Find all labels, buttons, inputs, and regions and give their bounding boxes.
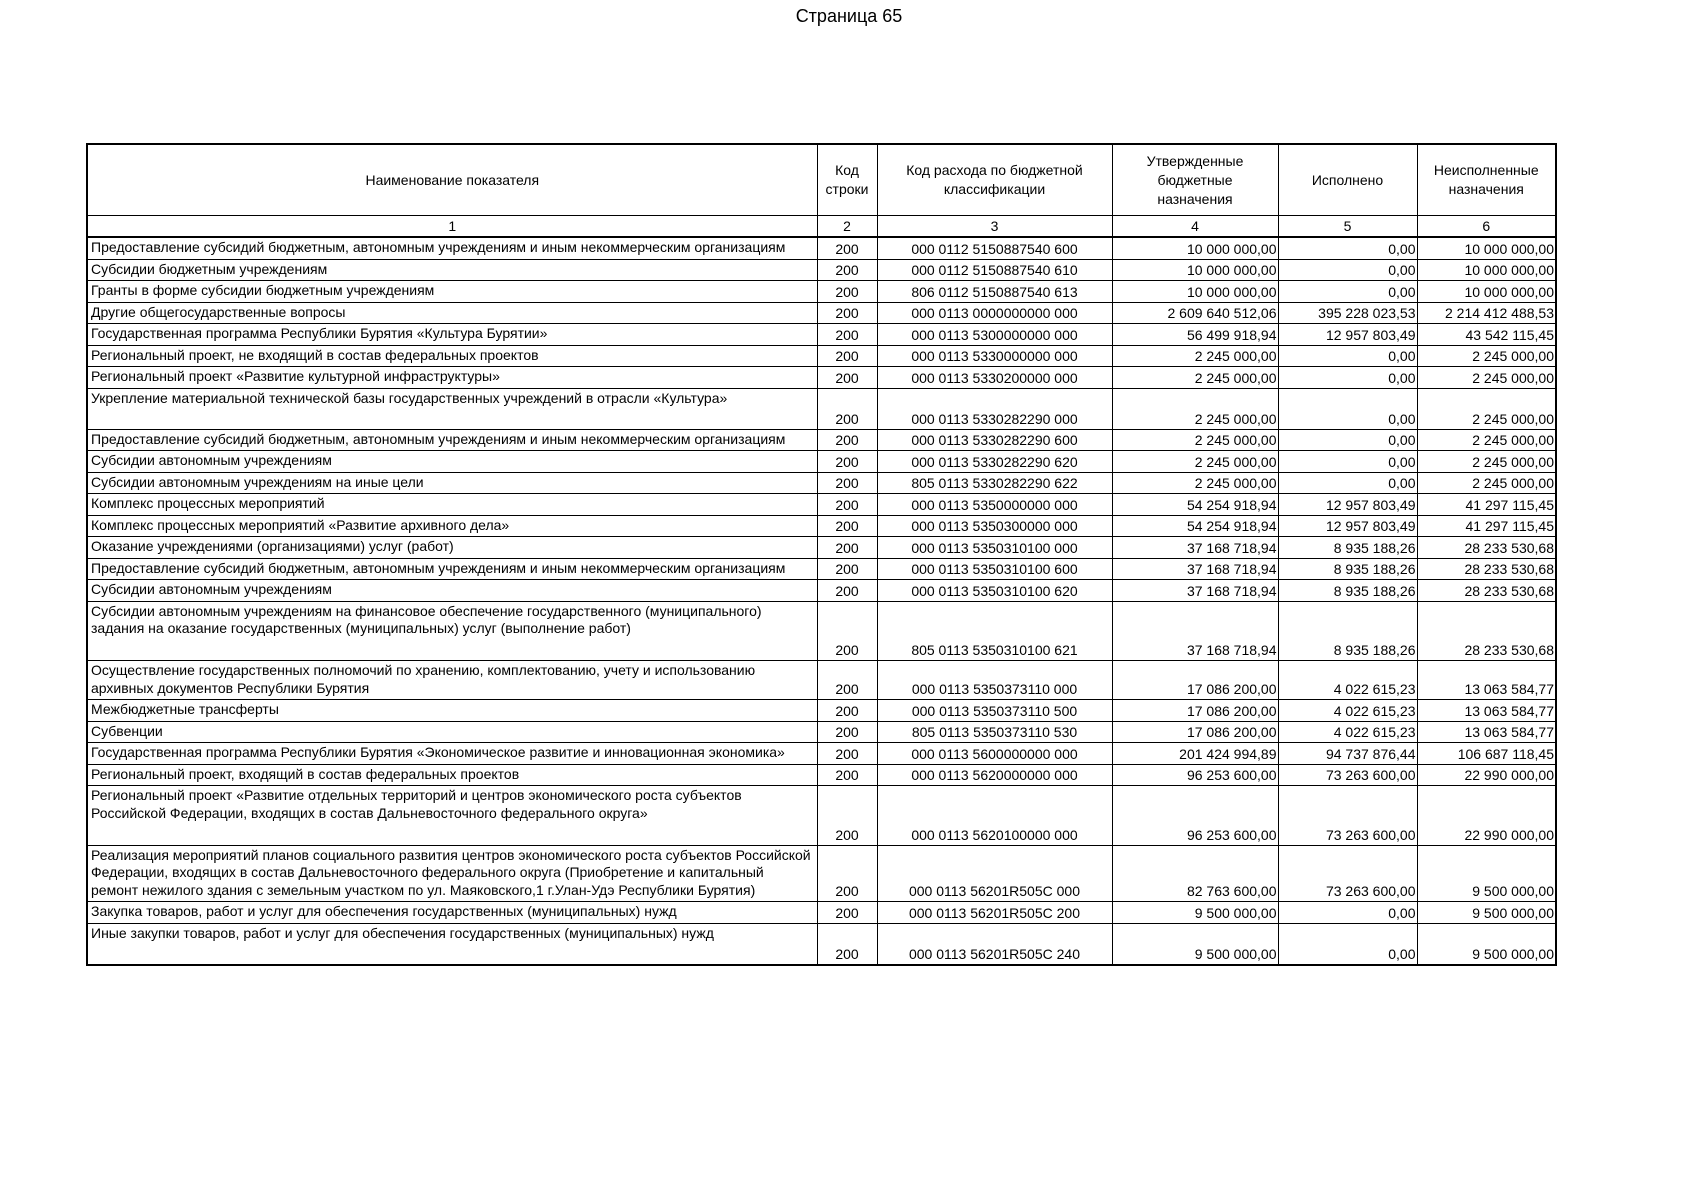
classification-code-cell: 000 0113 0000000000 000 bbox=[877, 302, 1112, 324]
table-row bbox=[87, 764, 1556, 786]
approved-amount-cell: 17 086 200,00 bbox=[1112, 721, 1278, 743]
line-code-cell: 200 bbox=[817, 259, 877, 281]
table-row bbox=[87, 302, 1556, 324]
line-code-cell: 200 bbox=[817, 700, 877, 722]
table-row bbox=[87, 558, 1556, 580]
table-row bbox=[87, 451, 1556, 473]
unexecuted-amount-cell: 9 500 000,00 bbox=[1417, 845, 1556, 902]
approved-amount-cell: 9 500 000,00 bbox=[1112, 902, 1278, 924]
unexecuted-amount-cell: 10 000 000,00 bbox=[1417, 259, 1556, 281]
line-code-cell: 200 bbox=[817, 661, 877, 700]
executed-amount-cell: 73 263 600,00 bbox=[1278, 786, 1417, 846]
indicator-name-cell: Гранты в форме субсидии бюджетным учреждениям bbox=[87, 281, 817, 303]
column-number: 4 bbox=[1112, 216, 1278, 238]
classification-code-cell: 000 0113 5330200000 000 bbox=[877, 367, 1112, 389]
indicator-name-cell: Иные закупки товаров, работ и услуг для обеспечения государственных (муниципальных) нужд bbox=[87, 923, 817, 965]
classification-code-cell: 000 0113 5330282290 000 bbox=[877, 388, 1112, 429]
approved-amount-cell: 2 245 000,00 bbox=[1112, 472, 1278, 494]
indicator-name-cell: Комплекс процессных мероприятий bbox=[87, 494, 817, 516]
unexecuted-amount-cell: 28 233 530,68 bbox=[1417, 558, 1556, 580]
table-row bbox=[87, 923, 1556, 965]
unexecuted-amount-cell: 106 687 118,45 bbox=[1417, 743, 1556, 765]
unexecuted-amount-cell: 28 233 530,68 bbox=[1417, 601, 1556, 661]
indicator-name-cell: Государственная программа Республики Бурятия «Экономическое развитие и инновационная экономика» bbox=[87, 743, 817, 765]
unexecuted-amount-cell: 2 245 000,00 bbox=[1417, 451, 1556, 473]
indicator-name-cell: Комплекс процессных мероприятий «Развитие архивного дела» bbox=[87, 515, 817, 537]
executed-amount-cell: 0,00 bbox=[1278, 429, 1417, 451]
classification-code-cell: 806 0112 5150887540 613 bbox=[877, 281, 1112, 303]
table-row bbox=[87, 580, 1556, 602]
table-row bbox=[87, 429, 1556, 451]
unexecuted-amount-cell: 10 000 000,00 bbox=[1417, 237, 1556, 259]
unexecuted-amount-cell: 2 245 000,00 bbox=[1417, 345, 1556, 367]
header-unexecuted: Неисполненные назначения bbox=[1417, 144, 1556, 216]
table-row bbox=[87, 324, 1556, 346]
indicator-name-cell: Осуществление государственных полномочий по хранению, комплектованию, учету и использованию архивных документов Республики Бурятия bbox=[87, 661, 817, 700]
unexecuted-amount-cell: 22 990 000,00 bbox=[1417, 764, 1556, 786]
indicator-name-cell: Реализация мероприятий планов социального развития центров экономического роста субъектов Российской Федерации, входящих в состав Дальневосточного федерального округа (Приобретение и капитальный ремонт нежилого здания с земельным участком по ул. Маяковского,1 г.Улан-Удэ Республики Бурятия) bbox=[87, 845, 817, 902]
indicator-name-cell: Государственная программа Республики Бурятия «Культура Бурятии» bbox=[87, 324, 817, 346]
line-code-cell: 200 bbox=[817, 601, 877, 661]
table-row bbox=[87, 281, 1556, 303]
indicator-name-cell: Оказание учреждениями (организациями) услуг (работ) bbox=[87, 537, 817, 559]
line-code-cell: 200 bbox=[817, 494, 877, 516]
executed-amount-cell: 12 957 803,49 bbox=[1278, 494, 1417, 516]
approved-amount-cell: 54 254 918,94 bbox=[1112, 494, 1278, 516]
executed-amount-cell: 0,00 bbox=[1278, 472, 1417, 494]
approved-amount-cell: 2 245 000,00 bbox=[1112, 451, 1278, 473]
table-row bbox=[87, 786, 1556, 846]
line-code-cell: 200 bbox=[817, 558, 877, 580]
line-code-cell: 200 bbox=[817, 786, 877, 846]
table-row bbox=[87, 845, 1556, 902]
unexecuted-amount-cell: 10 000 000,00 bbox=[1417, 281, 1556, 303]
classification-code-cell: 000 0113 56201R505C 240 bbox=[877, 923, 1112, 965]
indicator-name-cell: Региональный проект «Развитие культурной инфраструктуры» bbox=[87, 367, 817, 389]
classification-code-cell: 000 0113 56201R505C 000 bbox=[877, 845, 1112, 902]
classification-code-cell: 000 0113 56201R505C 200 bbox=[877, 902, 1112, 924]
approved-amount-cell: 96 253 600,00 bbox=[1112, 764, 1278, 786]
approved-amount-cell: 10 000 000,00 bbox=[1112, 281, 1278, 303]
header-executed: Исполнено bbox=[1278, 144, 1417, 216]
unexecuted-amount-cell: 2 214 412 488,53 bbox=[1417, 302, 1556, 324]
indicator-name-cell: Субсидии автономным учреждениям bbox=[87, 451, 817, 473]
line-code-cell: 200 bbox=[817, 537, 877, 559]
line-code-cell: 200 bbox=[817, 237, 877, 259]
unexecuted-amount-cell: 28 233 530,68 bbox=[1417, 580, 1556, 602]
approved-amount-cell: 2 245 000,00 bbox=[1112, 345, 1278, 367]
executed-amount-cell: 0,00 bbox=[1278, 237, 1417, 259]
classification-code-cell: 000 0113 5350310100 000 bbox=[877, 537, 1112, 559]
line-code-cell: 200 bbox=[817, 388, 877, 429]
table-body bbox=[87, 237, 1556, 965]
line-code-cell: 200 bbox=[817, 324, 877, 346]
approved-amount-cell: 2 245 000,00 bbox=[1112, 388, 1278, 429]
line-code-cell: 200 bbox=[817, 845, 877, 902]
approved-amount-cell: 9 500 000,00 bbox=[1112, 923, 1278, 965]
classification-code-cell: 805 0113 5330282290 622 bbox=[877, 472, 1112, 494]
classification-code-cell: 000 0113 5620000000 000 bbox=[877, 764, 1112, 786]
executed-amount-cell: 4 022 615,23 bbox=[1278, 661, 1417, 700]
executed-amount-cell: 4 022 615,23 bbox=[1278, 700, 1417, 722]
indicator-name-cell: Укрепление материальной технической базы государственных учреждений в отрасли «Культура» bbox=[87, 388, 817, 429]
classification-code-cell: 000 0113 5350373110 000 bbox=[877, 661, 1112, 700]
unexecuted-amount-cell: 41 297 115,45 bbox=[1417, 494, 1556, 516]
classification-code-cell: 000 0113 5350310100 600 bbox=[877, 558, 1112, 580]
classification-code-cell: 000 0112 5150887540 610 bbox=[877, 259, 1112, 281]
indicator-name-cell: Предоставление субсидий бюджетным, автономным учреждениям и иным некоммерческим организациям bbox=[87, 429, 817, 451]
table-row bbox=[87, 388, 1556, 429]
executed-amount-cell: 12 957 803,49 bbox=[1278, 515, 1417, 537]
line-code-cell: 200 bbox=[817, 302, 877, 324]
unexecuted-amount-cell: 22 990 000,00 bbox=[1417, 786, 1556, 846]
table-row bbox=[87, 721, 1556, 743]
executed-amount-cell: 94 737 876,44 bbox=[1278, 743, 1417, 765]
column-number: 2 bbox=[817, 216, 877, 238]
table-row bbox=[87, 494, 1556, 516]
executed-amount-cell: 4 022 615,23 bbox=[1278, 721, 1417, 743]
table-row bbox=[87, 237, 1556, 259]
classification-code-cell: 000 0113 5620100000 000 bbox=[877, 786, 1112, 846]
table-row bbox=[87, 472, 1556, 494]
approved-amount-cell: 96 253 600,00 bbox=[1112, 786, 1278, 846]
executed-amount-cell: 73 263 600,00 bbox=[1278, 845, 1417, 902]
unexecuted-amount-cell: 28 233 530,68 bbox=[1417, 537, 1556, 559]
line-code-cell: 200 bbox=[817, 902, 877, 924]
executed-amount-cell: 73 263 600,00 bbox=[1278, 764, 1417, 786]
classification-code-cell: 805 0113 5350310100 621 bbox=[877, 601, 1112, 661]
indicator-name-cell: Закупка товаров, работ и услуг для обеспечения государственных (муниципальных) нужд bbox=[87, 902, 817, 924]
unexecuted-amount-cell: 9 500 000,00 bbox=[1417, 902, 1556, 924]
indicator-name-cell: Субсидии автономным учреждениям на финансовое обеспечение государственного (муниципального) задания на оказание государственных (муниципальных) услуг (выполнение работ) bbox=[87, 601, 817, 661]
executed-amount-cell: 12 957 803,49 bbox=[1278, 324, 1417, 346]
header-line-code: Код строки bbox=[817, 144, 877, 216]
indicator-name-cell: Субвенции bbox=[87, 721, 817, 743]
approved-amount-cell: 37 168 718,94 bbox=[1112, 580, 1278, 602]
table-row bbox=[87, 661, 1556, 700]
approved-amount-cell: 37 168 718,94 bbox=[1112, 558, 1278, 580]
executed-amount-cell: 8 935 188,26 bbox=[1278, 558, 1417, 580]
line-code-cell: 200 bbox=[817, 580, 877, 602]
table-row bbox=[87, 537, 1556, 559]
approved-amount-cell: 56 499 918,94 bbox=[1112, 324, 1278, 346]
classification-code-cell: 000 0113 5330282290 600 bbox=[877, 429, 1112, 451]
indicator-name-cell: Региональный проект «Развитие отдельных территорий и центров экономического роста субъектов Российской Федерации, входящих в состав Дальневосточного федерального округа» bbox=[87, 786, 817, 846]
classification-code-cell: 805 0113 5350373110 530 bbox=[877, 721, 1112, 743]
table-row bbox=[87, 259, 1556, 281]
indicator-name-cell: Межбюджетные трансферты bbox=[87, 700, 817, 722]
line-code-cell: 200 bbox=[817, 721, 877, 743]
approved-amount-cell: 37 168 718,94 bbox=[1112, 537, 1278, 559]
approved-amount-cell: 17 086 200,00 bbox=[1112, 700, 1278, 722]
executed-amount-cell: 395 228 023,53 bbox=[1278, 302, 1417, 324]
executed-amount-cell: 0,00 bbox=[1278, 259, 1417, 281]
indicator-name-cell: Предоставление субсидий бюджетным, автономным учреждениям и иным некоммерческим организациям bbox=[87, 558, 817, 580]
approved-amount-cell: 82 763 600,00 bbox=[1112, 845, 1278, 902]
classification-code-cell: 000 0113 5350300000 000 bbox=[877, 515, 1112, 537]
column-number: 6 bbox=[1417, 216, 1556, 238]
executed-amount-cell: 8 935 188,26 bbox=[1278, 601, 1417, 661]
approved-amount-cell: 201 424 994,89 bbox=[1112, 743, 1278, 765]
executed-amount-cell: 0,00 bbox=[1278, 451, 1417, 473]
classification-code-cell: 000 0113 5350000000 000 bbox=[877, 494, 1112, 516]
executed-amount-cell: 0,00 bbox=[1278, 367, 1417, 389]
column-number: 3 bbox=[877, 216, 1112, 238]
executed-amount-cell: 0,00 bbox=[1278, 345, 1417, 367]
unexecuted-amount-cell: 2 245 000,00 bbox=[1417, 429, 1556, 451]
classification-code-cell: 000 0113 5330282290 620 bbox=[877, 451, 1112, 473]
approved-amount-cell: 37 168 718,94 bbox=[1112, 601, 1278, 661]
executed-amount-cell: 0,00 bbox=[1278, 281, 1417, 303]
line-code-cell: 200 bbox=[817, 743, 877, 765]
approved-amount-cell: 2 245 000,00 bbox=[1112, 429, 1278, 451]
table-row bbox=[87, 367, 1556, 389]
column-number: 1 bbox=[87, 216, 817, 238]
line-code-cell: 200 bbox=[817, 923, 877, 965]
indicator-name-cell: Региональный проект, не входящий в состав федеральных проектов bbox=[87, 345, 817, 367]
indicator-name-cell: Субсидии бюджетным учреждениям bbox=[87, 259, 817, 281]
header-approved: Утвержденные бюджетные назначения bbox=[1112, 144, 1278, 216]
indicator-name-cell: Субсидии автономным учреждениям на иные цели bbox=[87, 472, 817, 494]
table-row bbox=[87, 700, 1556, 722]
executed-amount-cell: 0,00 bbox=[1278, 923, 1417, 965]
unexecuted-amount-cell: 9 500 000,00 bbox=[1417, 923, 1556, 965]
column-number: 5 bbox=[1278, 216, 1417, 238]
classification-code-cell: 000 0113 5600000000 000 bbox=[877, 743, 1112, 765]
unexecuted-amount-cell: 13 063 584,77 bbox=[1417, 661, 1556, 700]
unexecuted-amount-cell: 2 245 000,00 bbox=[1417, 472, 1556, 494]
classification-code-cell: 000 0112 5150887540 600 bbox=[877, 237, 1112, 259]
classification-code-cell: 000 0113 5330000000 000 bbox=[877, 345, 1112, 367]
executed-amount-cell: 0,00 bbox=[1278, 388, 1417, 429]
line-code-cell: 200 bbox=[817, 764, 877, 786]
classification-code-cell: 000 0113 5350373110 500 bbox=[877, 700, 1112, 722]
indicator-name-cell: Субсидии автономным учреждениям bbox=[87, 580, 817, 602]
line-code-cell: 200 bbox=[817, 451, 877, 473]
line-code-cell: 200 bbox=[817, 345, 877, 367]
line-code-cell: 200 bbox=[817, 472, 877, 494]
table-row bbox=[87, 902, 1556, 924]
executed-amount-cell: 8 935 188,26 bbox=[1278, 537, 1417, 559]
approved-amount-cell: 17 086 200,00 bbox=[1112, 661, 1278, 700]
line-code-cell: 200 bbox=[817, 515, 877, 537]
unexecuted-amount-cell: 13 063 584,77 bbox=[1417, 721, 1556, 743]
approved-amount-cell: 10 000 000,00 bbox=[1112, 237, 1278, 259]
indicator-name-cell: Другие общегосударственные вопросы bbox=[87, 302, 817, 324]
approved-amount-cell: 54 254 918,94 bbox=[1112, 515, 1278, 537]
page-title: Страница 65 bbox=[795, 6, 903, 26]
column-number-row bbox=[87, 216, 1556, 238]
unexecuted-amount-cell: 13 063 584,77 bbox=[1417, 700, 1556, 722]
table-row bbox=[87, 601, 1556, 661]
header-indicator-name: Наименование показателя bbox=[87, 144, 817, 216]
indicator-name-cell: Региональный проект, входящий в состав федеральных проектов bbox=[87, 764, 817, 786]
line-code-cell: 200 bbox=[817, 429, 877, 451]
line-code-cell: 200 bbox=[817, 281, 877, 303]
table-row bbox=[87, 345, 1556, 367]
table-row bbox=[87, 515, 1556, 537]
table-header bbox=[87, 144, 1556, 237]
classification-code-cell: 000 0113 5300000000 000 bbox=[877, 324, 1112, 346]
header-budget-classification: Код расхода по бюджетной классификации bbox=[877, 144, 1112, 216]
unexecuted-amount-cell: 43 542 115,45 bbox=[1417, 324, 1556, 346]
line-code-cell: 200 bbox=[817, 367, 877, 389]
approved-amount-cell: 10 000 000,00 bbox=[1112, 259, 1278, 281]
unexecuted-amount-cell: 41 297 115,45 bbox=[1417, 515, 1556, 537]
unexecuted-amount-cell: 2 245 000,00 bbox=[1417, 367, 1556, 389]
executed-amount-cell: 8 935 188,26 bbox=[1278, 580, 1417, 602]
unexecuted-amount-cell: 2 245 000,00 bbox=[1417, 388, 1556, 429]
table-row bbox=[87, 743, 1556, 765]
approved-amount-cell: 2 245 000,00 bbox=[1112, 367, 1278, 389]
budget-report-table bbox=[86, 143, 1557, 966]
approved-amount-cell: 2 609 640 512,06 bbox=[1112, 302, 1278, 324]
executed-amount-cell: 0,00 bbox=[1278, 902, 1417, 924]
indicator-name-cell: Предоставление субсидий бюджетным, автономным учреждениям и иным некоммерческим организациям bbox=[87, 237, 817, 259]
classification-code-cell: 000 0113 5350310100 620 bbox=[877, 580, 1112, 602]
